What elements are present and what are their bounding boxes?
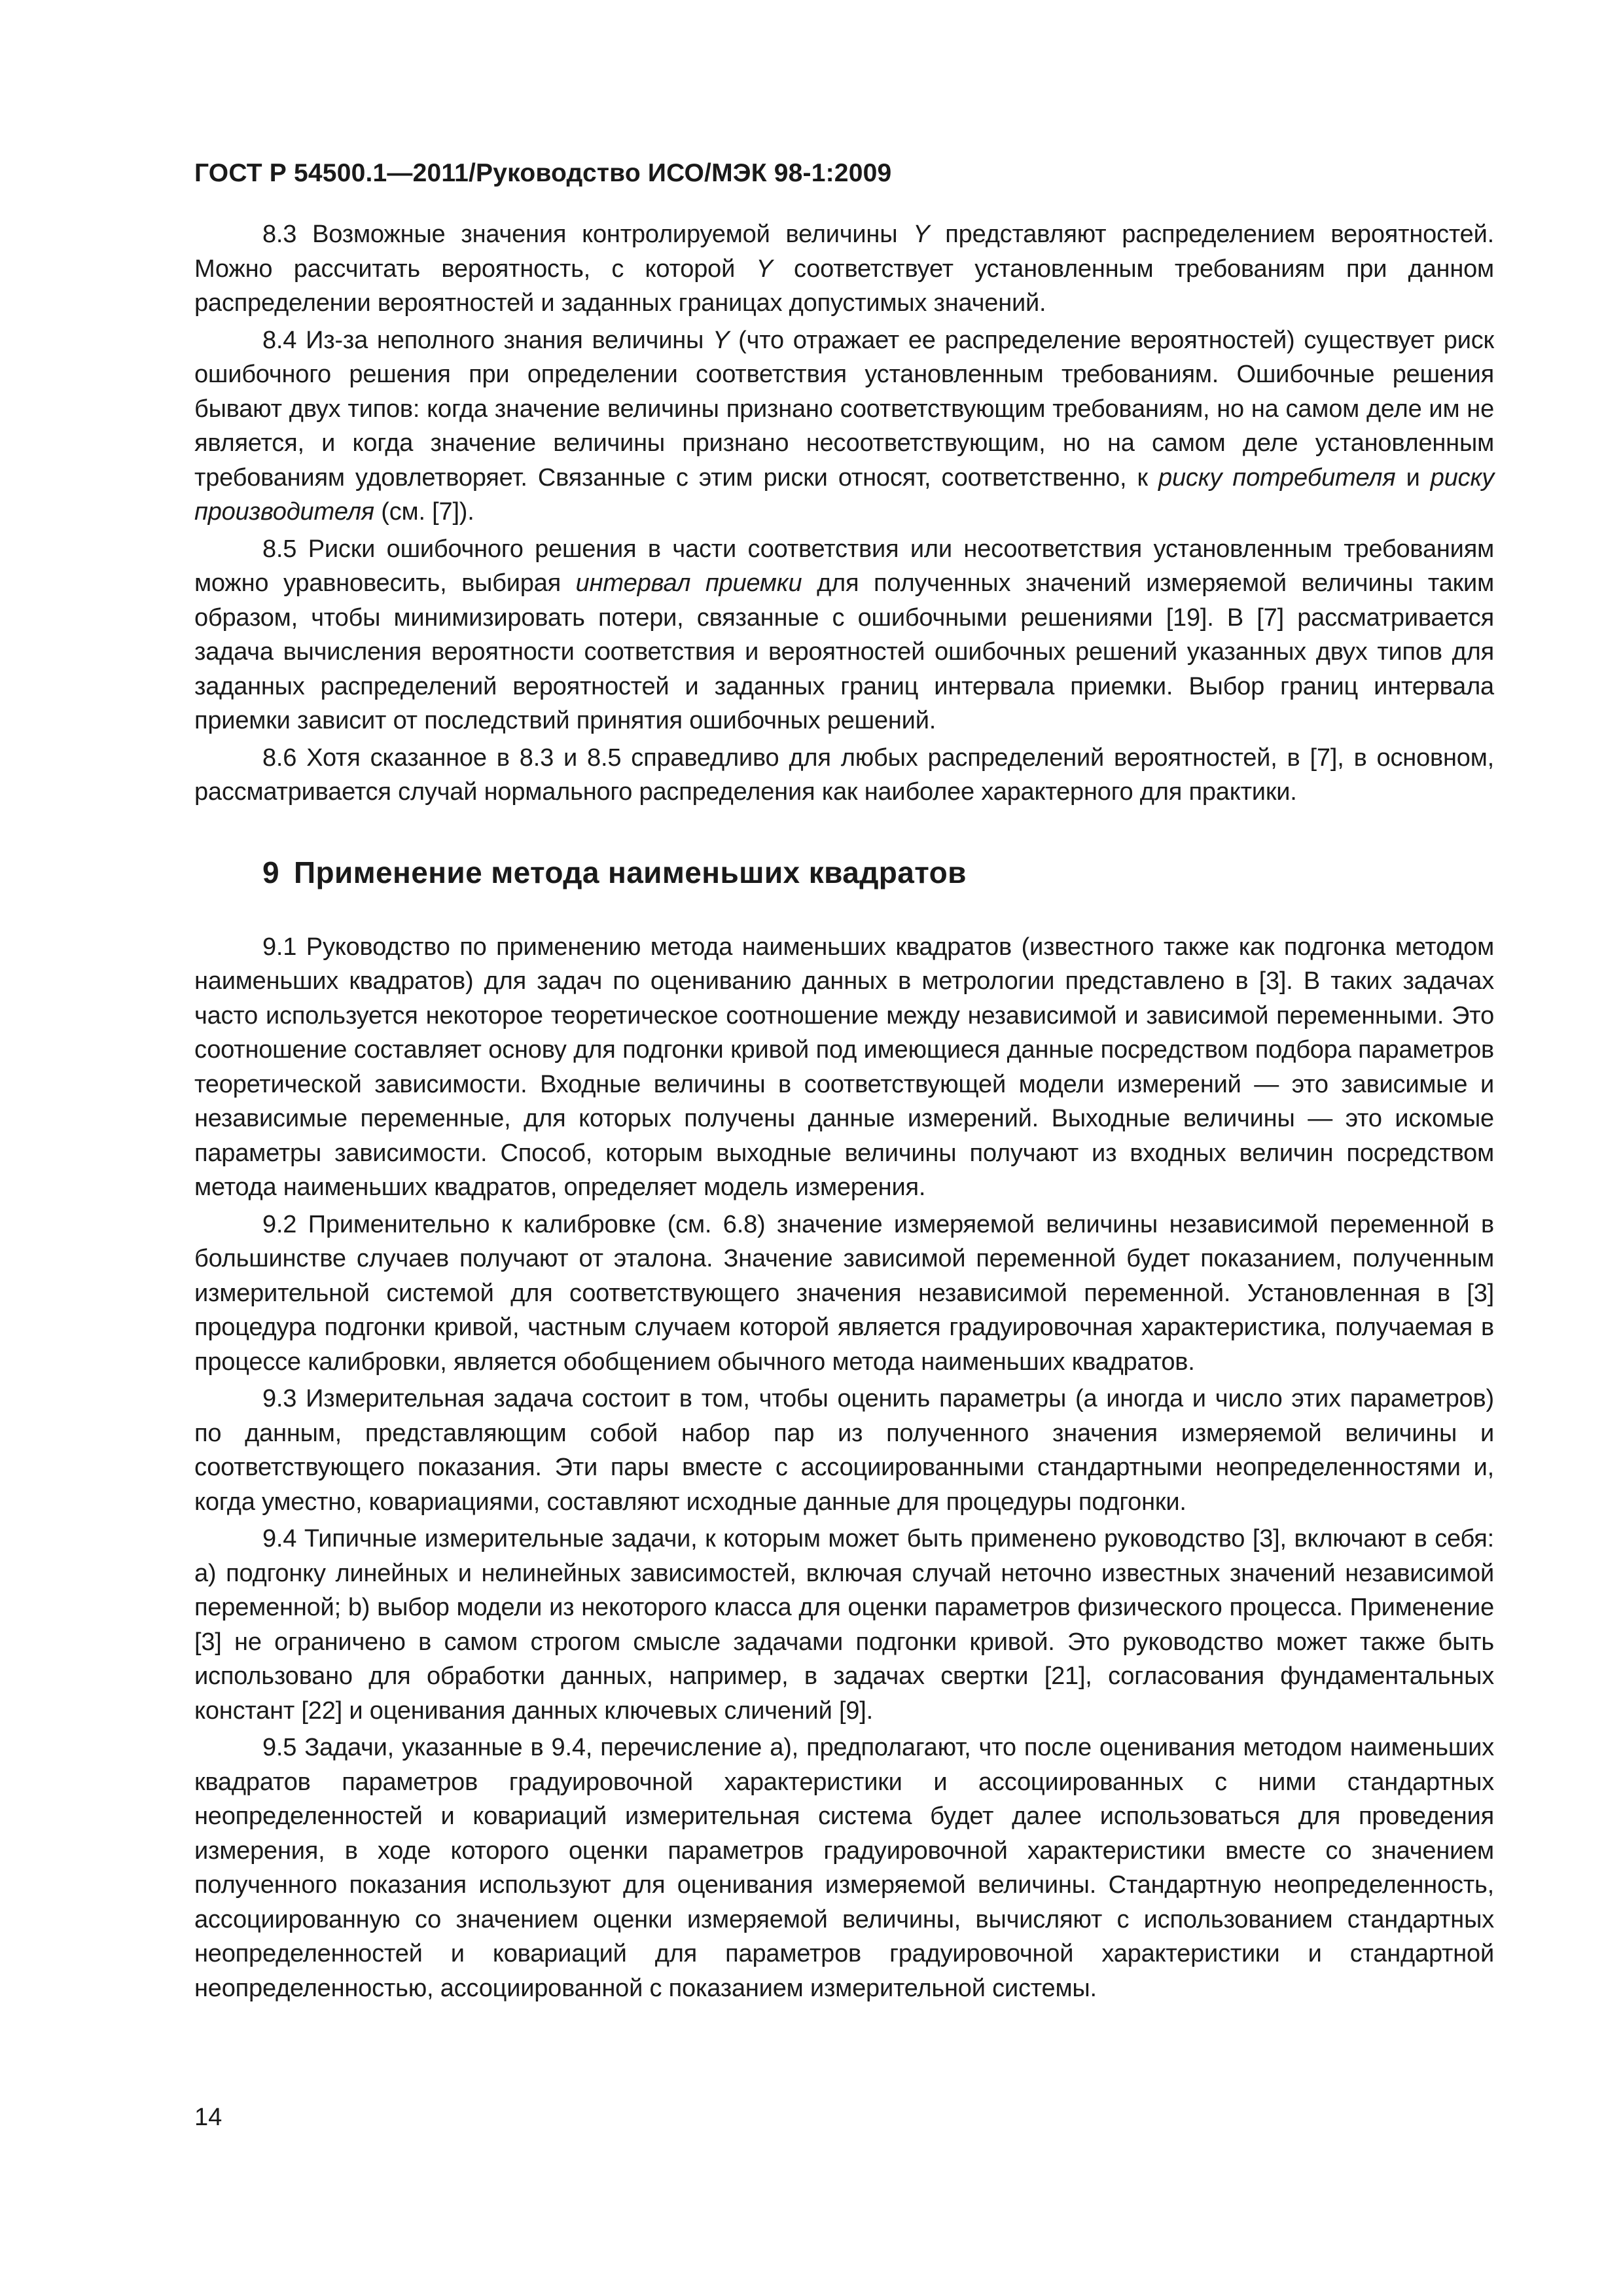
paragraph-text: представляют распределением вероятностей. Можно рассчитать вероятность, с которой — [194, 221, 1494, 283]
paragraph-text: и — [1395, 463, 1431, 492]
paragraph-text: 9.2 Применительно к калибровке (см. 6.8) значение измеряемой величины независимой переменной в большинстве случаев получают от эталона. Значение зависимой переменной будет показанием, полученным измерительной системой для соответствующего значения независимой переменной. Установленная в [3] процедура подгонки кривой, частным случаем которой является градуировочная характеристика, получаемая в процессе калибровки, является обобщением обычного метода наименьших квадратов. — [194, 1210, 1494, 1376]
paragraph-9-4 — [194, 1522, 1494, 1728]
page-number: 14 — [194, 2104, 223, 2131]
section-8-body — [194, 217, 1494, 810]
paragraph-9-2 — [194, 1208, 1494, 1380]
paragraph-8-3 — [194, 217, 1494, 321]
paragraph-text: 9.5 Задачи, указанные в 9.4, перечисление а), предполагают, что после оценивания методом наименьших квадратов параметров градуировочной характеристики и ассоциированных с ними стандартных неопределенностей и ковариаций измерительная система будет далее использоваться для проведения измерения, в ходе которого оценки параметров градуировочной характеристики вместе со значением полученного показания используют для оценивания измеряемой величины. Стандартную неопределенность, ассоциированную со значением оценки измеряемой величины, вычисляют с использованием стандартных неопределенностей и ковариаций для параметров градуировочной характеристики и стандартной неопределенностью, ассоциированной с показанием измерительной системы. — [194, 1734, 1494, 2002]
paragraph-8-6 — [194, 741, 1494, 810]
italic-term: риску потребителя — [1158, 463, 1396, 492]
document-header: ГОСТ Р 54500.1—2011/Руководство ИСО/МЭК 98-1:2009 — [194, 159, 892, 187]
document-page — [194, 157, 1494, 2008]
paragraph-text: 8.5 Риски ошибочного решения в части соответствия или несоответствия установленным требованиям можно уравновесить, выбирая — [194, 535, 1494, 597]
paragraph-text: 9.3 Измерительная задача состоит в том, чтобы оценить параметры (а иногда и число этих параметров) по данным, представляющим собой набор пар из полученного значения измеряемой величины и соответствующего показания. Эти пары вместе с ассоциированными стандартными неопределенностями и, когда уместно, ковариациями, составляют исходные данные для процедуры подгонки. — [194, 1385, 1494, 1516]
section-9-heading — [262, 853, 1494, 892]
italic-term: риску производителя — [194, 463, 1494, 526]
paragraph-text: 9.4 Типичные измерительные задачи, к которым может быть применено руководство [3], включают в себя: а) подгонку линейных и нелинейных зависимостей, включая случай неточно известных значений независимой переменной; b) выбор модели из некоторого класса для оценки параметров физического процесса. Применение [3] не ограничено в самом строгом смысле задачами подгонки кривой. Это руководство может также быть использовано для обработки данных, например, в задачах свертки [21], согласования фундаментальных констант [22] и оценивания данных ключевых сличений [9]. — [194, 1525, 1494, 1725]
italic-term: Y — [756, 255, 773, 283]
italic-term: Y — [913, 221, 930, 248]
paragraph-9-3 — [194, 1382, 1494, 1519]
section-9-title: Применение метода наименьших квадратов — [293, 855, 967, 889]
italic-term: Y — [713, 326, 730, 354]
paragraph-8-4 — [194, 323, 1494, 529]
paragraph-text: для полученных значений измеряемой величины таким образом, чтобы минимизировать потери, связанные с ошибочными решениями [19]. В [7] рассматривается задача вычисления вероятности соответствия и вероятностей ошибочных решений указанных двух типов для заданных распределений вероятностей и заданных границ интервала приемки. Выбор границ интервала приемки зависит от последствий принятия ошибочных решений. — [194, 569, 1494, 734]
italic-term: интервал приемки — [575, 569, 802, 597]
paragraph-text: 8.4 Из-за неполного знания величины — [262, 326, 713, 354]
section-9-number: 9 — [262, 855, 279, 889]
section-9-body — [194, 930, 1494, 2006]
paragraph-8-5 — [194, 532, 1494, 738]
paragraph-9-1 — [194, 930, 1494, 1205]
paragraph-9-5 — [194, 1731, 1494, 2005]
paragraph-text: 8.3 Возможные значения контролируемой величины — [262, 221, 914, 248]
paragraph-text: соответствует установленным требованиям при данном распределении вероятностей и заданных границах допустимых значений. — [194, 255, 1494, 317]
paragraph-text: 8.6 Хотя сказанное в 8.3 и 8.5 справедливо для любых распределений вероятностей, в [7], в основном, рассматривается случай нормального распределения как наиболее характерного для практики. — [194, 744, 1494, 806]
paragraph-text: (см. [7]). — [374, 498, 474, 526]
paragraph-text: 9.1 Руководство по применению метода наименьших квадратов (известного также как подгонка методом наименьших квадратов) для задач по оцениванию данных в метрологии представлено в [3]. В таких задачах часто используется некоторое теоретическое соотношение между независимой и зависимой переменными. Это соотношение составляет основу для подгонки кривой под имеющиеся данные посредством подбора параметров теоретической зависимости. Входные величины в соответствующей модели измерений — это зависимые и независимые переменные, для которых получены данные измерений. Выходные величины — это искомые параметры зависимости. Способ, которым выходные величины получают из входных величин посредством метода наименьших квадратов, определяет модель измерения. — [194, 933, 1494, 1201]
paragraph-text: (что отражает ее распределение вероятностей) существует риск ошибочного решения при определении соответствия установленным требованиям. Ошибочные решения бывают двух типов: когда значение величины признано соответствующим требованиям, но на самом деле им не является, и когда значение величины признано несоответствующим, но на самом деле установленным требованиям удовлетворяет. Связанные с этим риски относят, соответственно, к — [194, 326, 1494, 492]
